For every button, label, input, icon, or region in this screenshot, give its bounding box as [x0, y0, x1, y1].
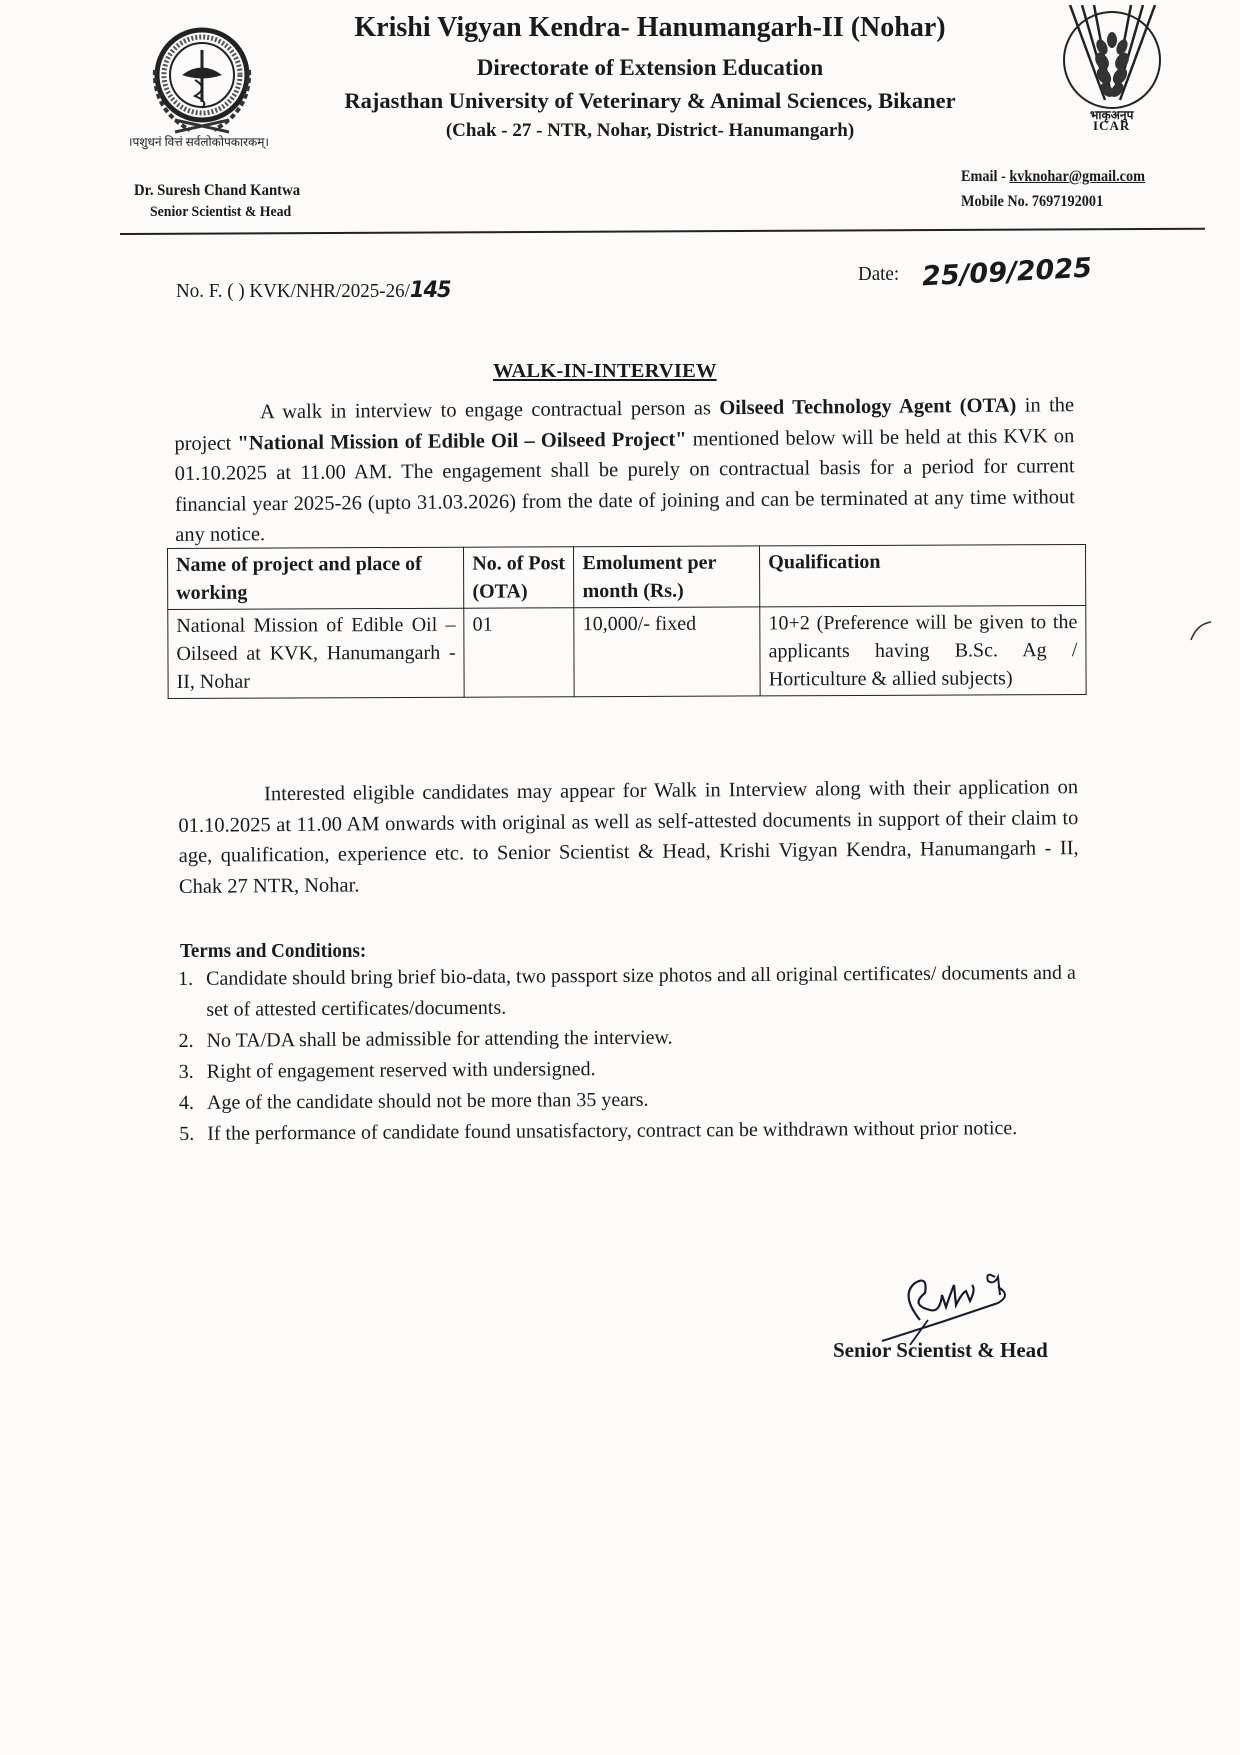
term-item: [179, 1113, 1079, 1150]
icar-logo-icon: [1050, 5, 1175, 120]
university-motto: ।पशुधनं वित्तं सर्वलोकोपकारकम्।: [128, 135, 269, 149]
date-handwritten: 25/09/2025: [921, 252, 1093, 293]
officer-name: Dr. Suresh Chand Kantwa: [134, 182, 301, 199]
term-number: 1.: [178, 967, 194, 990]
intro-text-2: in the project: [174, 394, 1075, 455]
header-emolument: Emolument per month (Rs.): [574, 546, 760, 608]
term-text: If the performance of candidate found unsatisfactory, contract can be withdrawn without prior notice.: [207, 1117, 1018, 1145]
term-text: Age of the candidate should not be more than 35 years.: [206, 1088, 649, 1114]
term-number: 2.: [178, 1029, 194, 1052]
office-address: (Chak - 27 - NTR, Nohar, District- Hanumangarh): [445, 120, 855, 141]
terms-heading: Terms and Conditions:: [180, 940, 367, 962]
vacancy-table: [167, 544, 1087, 699]
post-name: Oilseed Technology Agent (OTA): [719, 394, 1017, 420]
intro-text-3: mentioned below will be held at this KVK on 01.10.2025 at 11.00 AM. The engagement shall be purely on contractual basis for a period for current financial year 2025-26 (upto 31.03.2026) from the date of joining and can be terminated at any time without any notice.: [174, 424, 1075, 546]
header-divider: [120, 228, 1205, 235]
term-text: Right of engagement reserved with undersigned.: [206, 1058, 596, 1083]
header-posts: No. of Post (OTA): [464, 547, 574, 608]
term-number: 5.: [179, 1122, 195, 1145]
email-label: Email -: [961, 168, 1010, 185]
intro-paragraph: [174, 390, 1075, 550]
term-number: 3.: [178, 1060, 194, 1083]
officer-title: Senior Scientist & Head: [150, 204, 292, 220]
notice-heading: WALK-IN-INTERVIEW: [493, 360, 717, 382]
icar-text: ICAR: [1093, 118, 1131, 133]
term-number: 4.: [178, 1091, 195, 1114]
intro-text-1: A walk in interview to engage contractual person as: [260, 397, 720, 424]
email-line: [961, 168, 1145, 186]
header-project: Name of project and place of working: [168, 547, 464, 609]
application-paragraph: [178, 772, 1079, 902]
icar-hindi-text: भाकृअनुप: [1090, 108, 1134, 122]
reference-number-printed: No. F. ( ) KVK/NHR/2025-26/: [176, 280, 410, 302]
project-name: "National Mission of Edible Oil – Oilseed Project": [237, 428, 687, 454]
date-label: Date:: [858, 263, 900, 285]
table-header-row: [168, 544, 1086, 609]
email-link[interactable]: kvknohar@gmail.com: [1009, 168, 1146, 185]
pen-mark-icon: [1185, 618, 1215, 648]
signature-icon: [880, 1265, 1030, 1345]
cell-emolument: 10,000/- fixed: [574, 607, 760, 697]
kvk-title: Krishi Vigyan Kendra- Hanumangarh-II (Nohar): [354, 12, 946, 43]
signatory-title: Senior Scientist & Head: [833, 1338, 1048, 1362]
table-row: [168, 605, 1086, 698]
cell-qualification: 10+2 (Preference will be given to the applicants having B.Sc. Ag / Horticulture & allied subjects): [760, 605, 1086, 695]
cell-posts: 01: [464, 608, 575, 697]
reference-number-handwritten: 145: [409, 278, 451, 303]
mobile-number: Mobile No. 7697192001: [961, 193, 1104, 210]
university-name: Rajasthan University of Veterinary & Animal Sciences, Bikaner: [344, 88, 956, 113]
term-item: [178, 958, 1078, 1026]
term-text: Candidate should bring brief bio-data, two passport size photos and all original certificates/ documents and a set of attested certificates/documents.: [206, 961, 1076, 1021]
directorate-name: Directorate of Extension Education: [476, 55, 824, 80]
cell-project: National Mission of Edible Oil – Oilseed at KVK, Hanumangarh - II, Nohar: [168, 608, 465, 698]
application-text: Interested eligible candidates may appear for Walk in Interview along with their application on 01.10.2025 at 11.00 AM onwards with original as well as self-attested documents in support of their claim to age, qualification, experience etc. to Senior Scientist & Head, Krishi Vigyan Kendra, Hanumangarh - II, Chak 27 NTR, Nohar.: [178, 776, 1079, 898]
term-text: No TA/DA shall be admissible for attending the interview.: [206, 1026, 673, 1052]
reference-number: [176, 278, 451, 303]
header-qualification: Qualification: [760, 544, 1086, 606]
terms-list: [178, 958, 1079, 1150]
